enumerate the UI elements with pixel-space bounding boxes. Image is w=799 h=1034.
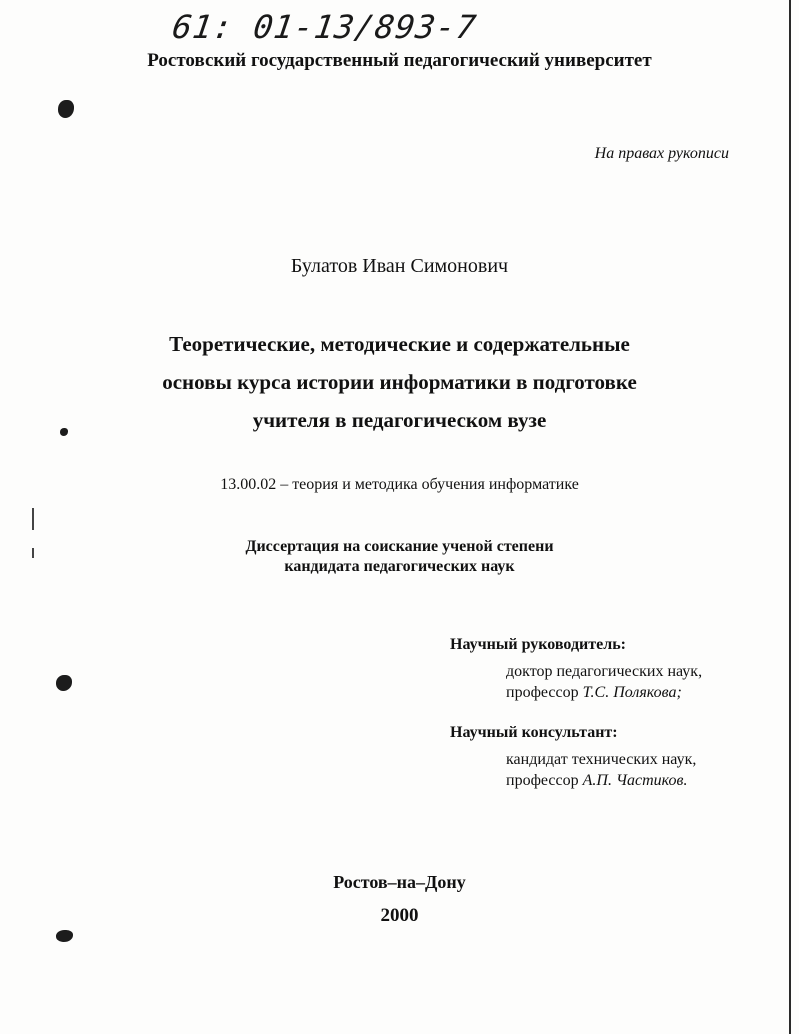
scan-hole-mark	[56, 930, 73, 942]
supervisor-degree: доктор педагогических наук,	[506, 663, 703, 680]
supervisor-block	[450, 636, 702, 703]
scan-edge-tick	[32, 508, 34, 530]
author-name: Булатов Иван Симонович	[290, 255, 509, 277]
university-name: Ростовский государственный педагогический университет	[147, 50, 652, 71]
degree-line: Диссертация на соискание ученой степени	[245, 538, 554, 555]
title-line: основы курса истории информатики в подготовке	[162, 370, 637, 394]
consultant-title: профессор	[506, 772, 583, 789]
city-name: Ростов–на–Дону	[333, 872, 466, 892]
supervisor-heading: Научный руководитель:	[450, 636, 626, 653]
consultant-block	[450, 724, 696, 791]
specialty-code: 13.00.02 – теория и методика обучения информатике	[220, 476, 579, 493]
title-line: учителя в педагогическом вузе	[252, 408, 547, 432]
manuscript-rights-note: На правах рукописи	[594, 145, 729, 162]
supervisor-name-line	[450, 682, 702, 703]
title-line: Теоретические, методические и содержательные	[169, 332, 630, 356]
supervisor-name: Т.С. Полякова;	[582, 684, 682, 701]
degree-statement	[0, 537, 799, 577]
year: 2000	[380, 905, 419, 926]
consultant-heading: Научный консультант:	[450, 724, 618, 741]
handwritten-archive-number: 61: 01-13/893-7	[169, 8, 480, 46]
consultant-name-line	[450, 770, 696, 791]
supervisor-title: профессор	[506, 684, 583, 701]
scan-hole-mark	[56, 675, 72, 691]
dissertation-title	[0, 325, 799, 439]
scan-hole-mark	[58, 100, 74, 118]
consultant-name: А.П. Частиков.	[582, 772, 688, 789]
consultant-degree: кандидат технических наук,	[506, 751, 697, 768]
degree-line: кандидата педагогических наук	[284, 558, 515, 575]
